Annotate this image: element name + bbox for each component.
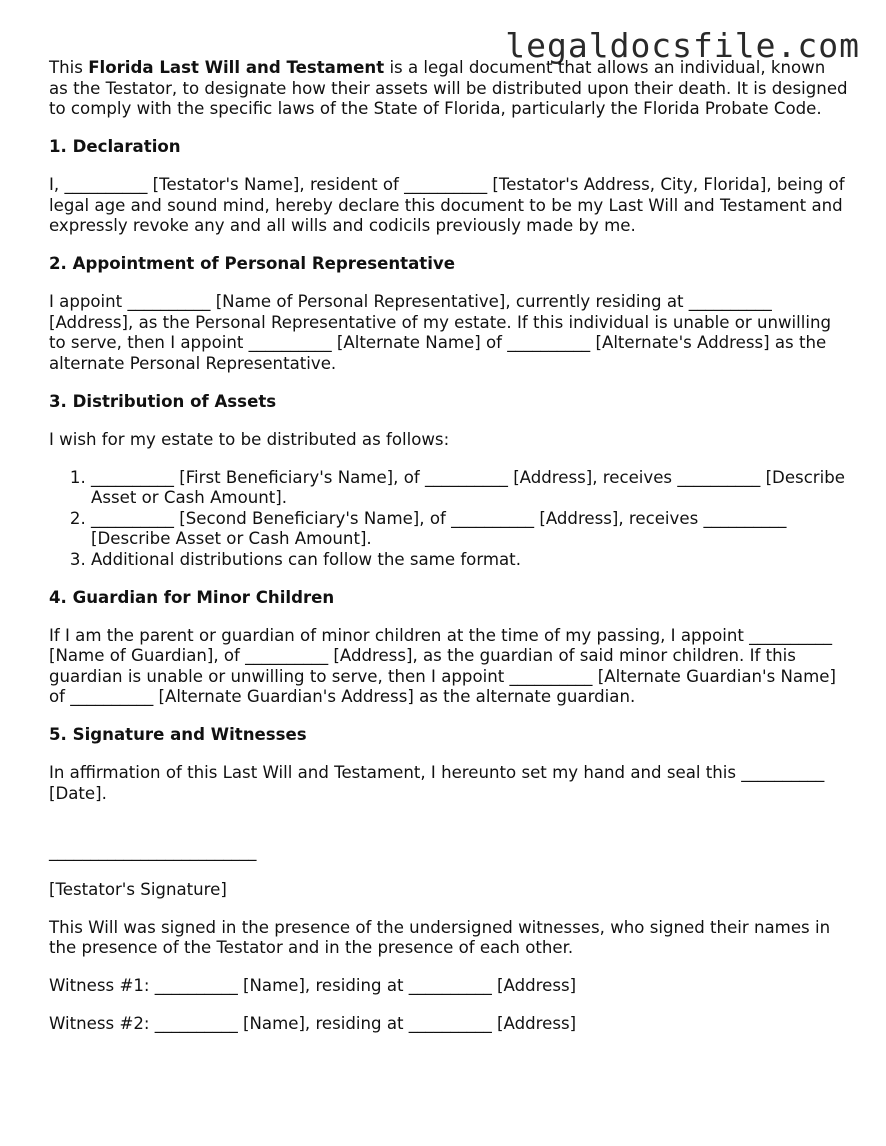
declaration-heading: 1. Declaration (49, 137, 181, 156)
list-item: 2. __________ [Second Beneficiary's Name], of __________ [Address], receives __________ [Describe Asset or Cash Amount]. (91, 509, 849, 550)
signature-heading: 5. Signature and Witnesses (49, 725, 307, 744)
signature-label: [Testator's Signature] (49, 879, 227, 899)
witness-1-line: Witness #1: __________ [Name], residing at __________ [Address] (49, 976, 577, 995)
representative-heading: 2. Appointment of Personal Representative (49, 254, 455, 273)
intro-prefix: This (49, 58, 89, 77)
distribution-heading: 3. Distribution of Assets (49, 391, 277, 411)
intro-paragraph (49, 58, 849, 120)
distribution-body: I wish for my estate to be distributed as follows: (49, 429, 450, 449)
intro-suffix: is a legal document that allows an individual, known as the Testator, to designate how their assets will be distributed upon their death. It is designed to comply with the specific laws of the State of Florida, particularly the Florida Probate Code. (49, 58, 848, 118)
guardian-heading: 4. Guardian for Minor Children (49, 587, 335, 607)
guardian-body: If I am the parent or guardian of minor children at the time of my passing, I appoint __________ [Name of Guardian], of __________ [Address], as the guardian of said minor children. If this guardian is unable or unwilling to serve, then I appoint __________ [Alternate Guardian's Name] of __________ [Alternate Guardian's Address] as the alternate guardian. (49, 625, 836, 706)
signature-body: In affirmation of this Last Will and Testament, I hereunto set my hand and seal this __________ [Date]. (49, 763, 825, 803)
watermark: legaldocsfile.com (505, 26, 860, 65)
signature-line: _________________________ (49, 841, 257, 861)
representative-body: I appoint __________ [Name of Personal Representative], currently residing at __________ [Address], as the Personal Representative of my estate. If this individual is unable or unwilling to serve, then I appoint __________ [Alternate Name] of __________ [Alternate's Address] as the alternate Personal Representative. (49, 292, 832, 373)
declaration-body: I, __________ [Testator's Name], resident of __________ [Testator's Address, City, Florida], being of legal age and sound mind, hereby declare this document to be my Last Will and Testament and expressly revoke any and all wills and codicils previously made by me. (49, 175, 845, 235)
signature-spacer (49, 822, 849, 842)
distribution-list (49, 468, 849, 571)
document-body (49, 58, 849, 1052)
witness-statement: This Will was signed in the presence of the undersigned witnesses, who signed their names in the presence of the Testator and in the presence of each other. (49, 917, 831, 957)
list-item: 3. Additional distributions can follow the same format. (91, 550, 849, 571)
list-item: 1. __________ [First Beneficiary's Name], of __________ [Address], receives __________ [Describe Asset or Cash Amount]. (91, 468, 849, 509)
intro-bold-title: Florida Last Will and Testament (88, 58, 385, 77)
witness-2-line: Witness #2: __________ [Name], residing at __________ [Address] (49, 1014, 577, 1033)
